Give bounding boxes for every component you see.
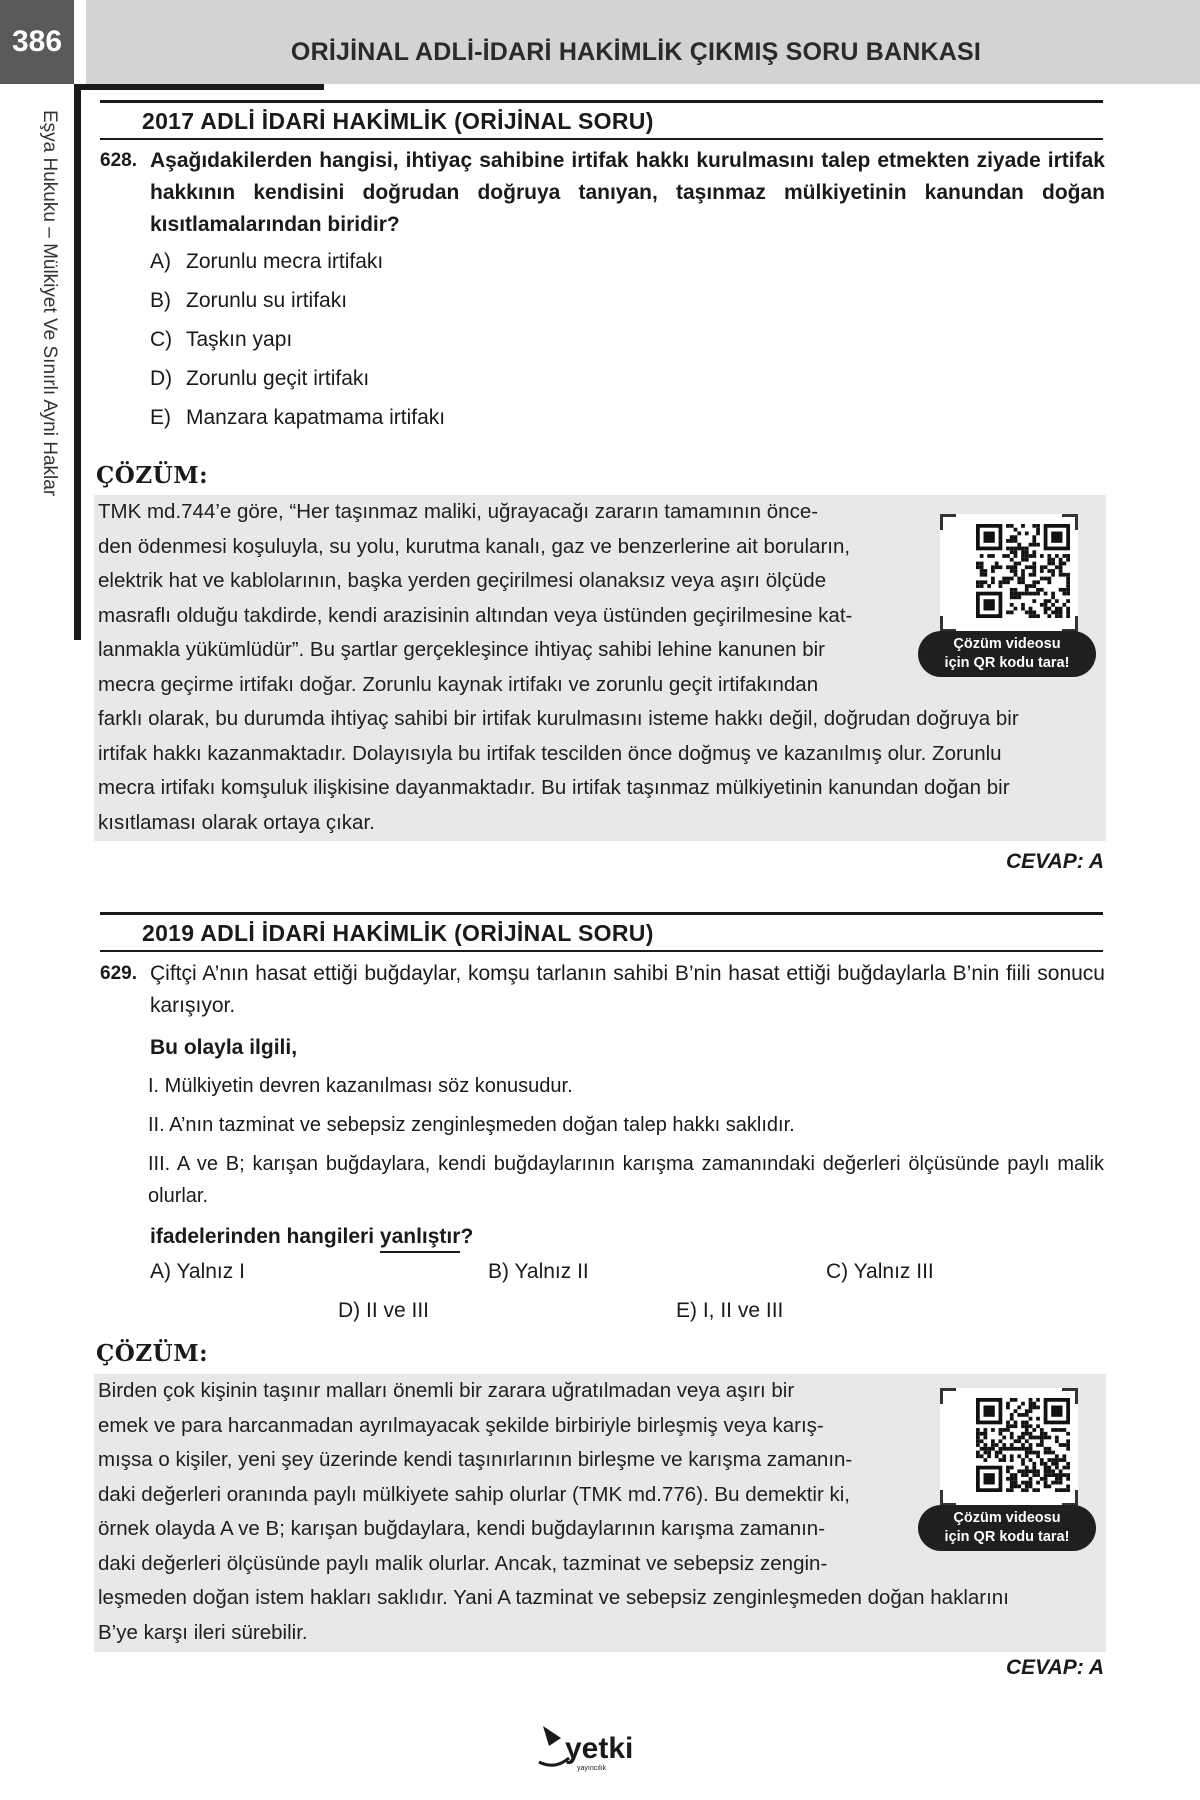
question-number: 629. bbox=[100, 963, 137, 984]
book-title: ORİJİNAL ADLİ-İDARİ HAKİMLİK ÇIKMIŞ SORU BANKASI bbox=[290, 38, 982, 66]
question-lead: Bu olayla ilgili, bbox=[150, 1036, 298, 1059]
header-rule bbox=[74, 84, 324, 90]
section-heading-text: 2017 ADLİ İDARİ HAKİMLİK (ORİJİNAL SORU) bbox=[142, 108, 654, 134]
page-number: 386 bbox=[0, 0, 74, 84]
qr-frame bbox=[940, 514, 1078, 632]
qr-frame bbox=[940, 1388, 1078, 1506]
question-prompt: ifadelerinden hangileri yanlıştır? bbox=[150, 1221, 850, 1253]
logo-hat-icon bbox=[543, 1726, 561, 1746]
answer-629: CEVAP: A bbox=[1005, 1656, 1104, 1679]
qr-label: Çözüm videosu için QR kodu tara! bbox=[918, 631, 1096, 677]
choice-e: E) I, II ve III bbox=[676, 1299, 784, 1322]
logo-subtext: yayıncılık bbox=[577, 1765, 607, 1772]
choice-d: D) II ve III bbox=[338, 1299, 430, 1322]
question-stem: Çiftçi A’nın hasat ettiği buğdaylar, komşu tarlanın sahibi B’nin hasat ettiği buğdaylarla B’nin fiili sonucu karışıyor. bbox=[150, 962, 1105, 1017]
statement-1: I. Mülkiyetin devren kazanılması söz konusudur. bbox=[148, 1075, 573, 1097]
question-stem: Aşağıdakilerden hangisi, ihtiyaç sahibine irtifak hakkı kurulmasını talep etmekten ziyade irtifak hakkının kendisini doğrudan doğruya tanıyan, taşınmaz mülkiyetinin kanundan doğan kısıtlamalarından biridir? bbox=[150, 149, 1105, 236]
question-number: 628. bbox=[100, 150, 137, 171]
solution-title: ÇÖZÜM: bbox=[96, 462, 209, 489]
underlined-word: yanlıştır bbox=[380, 1225, 461, 1253]
solution-title: ÇÖZÜM: bbox=[96, 1340, 209, 1367]
option-b: B) Zorunlu su irtifakı bbox=[150, 289, 348, 312]
option-c: C) Taşkın yapı bbox=[150, 328, 293, 351]
solution-text: TMK md.744’e göre, “Her taşınmaz maliki, uğrayacağı zararın tamamının önce- den ödenmesi koşuluyla, su yolu, kurutma kanalı, gaz ve benzerlerine ait boruların, elektrik hat ve kablolarının, başka yerden geçirilmesi olanaksız veya aşırı ölçüde masraflı olduğu takdirde, kendi arazisinin altından veya üstünden geçirilmesine kat- lanmakla yükümlüdür”. Bu şartlar gerçekleşince ihtiyaç sahibi lehine kanunen bir mecra geçirme irtifakı doğar. Zorunlu kaynak irtifakı ve zorunlu geçit irtifakından farklı olarak, bu durumda ihtiyaç sahibi bir irtifak kurulmasını isteme hakkı değil, doğrudan doğruya bir irtifak hakkı kazanmaktadır. Dolayısıyla bu irtifak tescilden önce doğmuş ve kazanılmış olur. Zorunlu mecra irtifakı komşuluk ilişkisine dayanmaktadır. Bu irtifak taşınmaz mülkiyetinin kanundan doğan bir kısıtlaması olarak ortaya çıkar. bbox=[98, 500, 1019, 834]
qr-icon bbox=[976, 1398, 1070, 1492]
answer-628: CEVAP: A bbox=[1005, 850, 1104, 873]
question-628 bbox=[100, 145, 1105, 241]
qr-code-628[interactable] bbox=[918, 514, 1098, 674]
question-629 bbox=[100, 958, 1105, 1022]
qr-icon bbox=[976, 524, 1070, 618]
choice-c: C) Yalnız III bbox=[826, 1260, 934, 1283]
section-heading-2017 bbox=[100, 100, 1103, 140]
section-heading-2019 bbox=[100, 912, 1103, 952]
option-a: A) Zorunlu mecra irtifakı bbox=[150, 250, 384, 273]
option-d: D) Zorunlu geçit irtifakı bbox=[150, 367, 370, 390]
statement-3: III. A ve B; karışan buğdaylara, kendi buğdaylarının karışma zamanındaki değerleri ölçüsünde paylı malik olurlar. bbox=[148, 1153, 1104, 1207]
choice-b: B) Yalnız II bbox=[488, 1260, 589, 1283]
section-heading-text: 2019 ADLİ İDARİ HAKİMLİK (ORİJİNAL SORU) bbox=[142, 920, 654, 946]
publisher-logo bbox=[535, 1718, 655, 1778]
qr-code-629[interactable] bbox=[918, 1388, 1098, 1548]
side-rule bbox=[74, 84, 81, 640]
option-e: E) Manzara kapatmama irtifakı bbox=[150, 406, 446, 429]
qr-label: Çözüm videosu için QR kodu tara! bbox=[918, 1505, 1096, 1551]
logo-text: yetki bbox=[565, 1732, 634, 1765]
statement-2: II. A’nın tazminat ve sebepsiz zenginleşmeden doğan talep hakkı saklıdır. bbox=[148, 1114, 795, 1136]
solution-text: Birden çok kişinin taşınır malları önemli bir zarara uğratılmadan veya aşırı bir emek ve para harcanmadan ayrılmayacak şekilde birbiriyle birleşmiş veya karış- mışsa o kişiler, yeni şey üzerinde kendi taşınırlarının birleşme ve karışma zamanın- daki değerleri oranında paylı mülkiyete sahip olurlar (TMK md.776). Bu demektir ki, örnek olayda A ve B; karışan buğdaylara, kendi buğdaylarının karışma zamanın- daki değerleri ölçüsünde paylı malik olurlar. Ancak, tazminat ve sebepsiz zengin- leşmeden doğan istem hakları saklıdır. Yani A tazminat ve sebepsiz zenginleşmeden doğan haklarını B’ye karşı ileri sürebilir. bbox=[98, 1379, 1009, 1644]
chapter-side-label: Eşya Hukuku – Mülkiyet Ve Sınırlı Ayni Haklar bbox=[39, 110, 60, 497]
choice-a: A) Yalnız I bbox=[150, 1260, 245, 1283]
